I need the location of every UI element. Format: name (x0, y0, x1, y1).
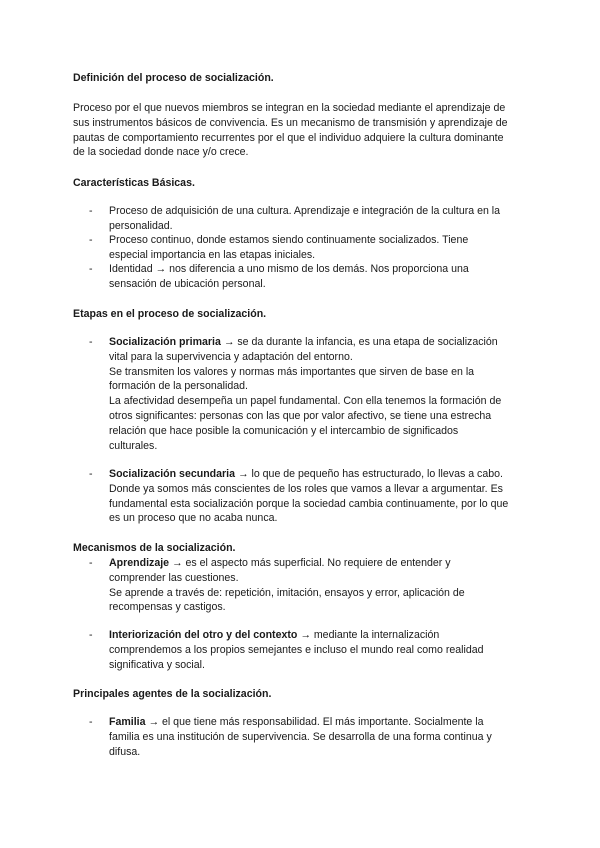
item-line: relación que hace posible la comunicación y el intercambio de significados (109, 424, 459, 437)
item-line: personalidad. (109, 219, 173, 232)
bullet-dash: - (89, 263, 93, 275)
item-line (109, 715, 519, 730)
item-line: familia es una institución de supervivencia. Se desarrolla de una forma continua y (109, 730, 492, 743)
item-line (109, 556, 519, 571)
term-description: → se da durante la infancia, es una etapa de socialización (220, 336, 498, 348)
item-line: otros significantes: personas con las que por valor afectivo, se tiene una estrecha (109, 409, 492, 422)
item-line: Proceso de adquisición de una cultura. Aprendizaje e integración de la cultura en la (109, 205, 501, 217)
item-line: vital para la supervivencia y adaptación del entorno. (109, 350, 353, 363)
bullet-dash: - (89, 716, 93, 728)
list-item-text (109, 233, 519, 263)
term-bold: Aprendizaje (109, 557, 170, 569)
term-bold: Socialización primaria (109, 336, 221, 348)
item-line: Se aprende a través de: repetición, imitación, ensayos y error, aplicación de (109, 586, 465, 599)
definicion-paragraph (73, 101, 533, 160)
term-bold: Familia (109, 716, 146, 728)
list-item-text (109, 628, 519, 672)
bullet-dash: - (89, 468, 93, 480)
item-line: comprendemos a los propios semejantes e incluso el mundo real como realidad (109, 643, 484, 656)
term-description: → lo que de pequeño has estructurado, lo llevas a cabo. (235, 468, 503, 480)
item-line (109, 335, 519, 350)
item-line: recompensas y castigos. (109, 601, 226, 614)
paragraph-line: sus instrumentos básicos de convivencia. Es un mecanismo de transmisión y aprendizaje de (73, 116, 508, 129)
paragraph-line: Proceso por el que nuevos miembros se integran en la sociedad mediante el aprendizaje de (73, 102, 506, 114)
term-bold: Interiorización del otro y del contexto (109, 629, 298, 641)
list-item-text (109, 715, 519, 759)
term-description: → el que tiene más responsabilidad. El más importante. Socialmente la (145, 716, 484, 728)
item-line: significativa y social. (109, 658, 205, 671)
list-item-text (109, 467, 519, 526)
section-title-etapas: Etapas en el proceso de socialización. (73, 308, 267, 320)
paragraph-line: pautas de comportamiento recurrentes por el que el individuo adquiere la cultura dominante (73, 131, 504, 144)
term-description: → es el aspecto más superficial. No requiere de entender y (169, 557, 451, 569)
item-line (109, 628, 519, 643)
item-line: La afectividad desempeña un papel fundamental. Con ella tenemos la formación de (109, 395, 502, 408)
item-line: Identidad → nos diferencia a uno mismo de los demás. Nos proporciona una (109, 263, 469, 275)
item-line: comprender las cuestiones. (109, 571, 239, 584)
list-item-text (109, 262, 519, 292)
bullet-dash: - (89, 234, 93, 246)
item-line: culturales. (109, 439, 158, 452)
bullet-dash: - (89, 336, 93, 348)
bullet-dash: - (89, 629, 93, 641)
item-line: Proceso continuo, donde estamos siendo continuamente socializados. Tiene (109, 234, 469, 246)
list-item-text (109, 556, 519, 615)
section-title-caracteristicas: Características Básicas. (73, 177, 195, 189)
bullet-dash: - (89, 557, 93, 569)
item-line: difusa. (109, 745, 141, 758)
term-bold: Socialización secundaria (109, 468, 235, 480)
term-description: → mediante la internalización (297, 629, 440, 641)
item-line: Se transmiten los valores y normas más importantes que sirven de base en la (109, 365, 475, 378)
item-line: especial importancia en las etapas iniciales. (109, 248, 316, 261)
list-item-text (109, 335, 519, 453)
item-line: sensación de ubicación personal. (109, 277, 266, 290)
section-title-definicion: Definición del proceso de socialización. (73, 72, 274, 84)
item-line: fundamental esta socialización porque la sociedad cambia continuamente, por lo que (109, 497, 509, 510)
item-line: es un proceso que no acaba nunca. (109, 512, 278, 525)
section-title-mecanismos: Mecanismos de la socialización. (73, 542, 236, 554)
bullet-dash: - (89, 205, 93, 217)
item-line (109, 467, 519, 482)
item-line: Donde ya somos más conscientes de los roles que vamos a llevar a argumentar. Es (109, 482, 503, 495)
item-line: formación de la personalidad. (109, 380, 248, 393)
list-item-text (109, 204, 519, 234)
paragraph-line: de la sociedad donde nace y/o crece. (73, 146, 249, 159)
section-title-agentes: Principales agentes de la socialización. (73, 688, 272, 700)
